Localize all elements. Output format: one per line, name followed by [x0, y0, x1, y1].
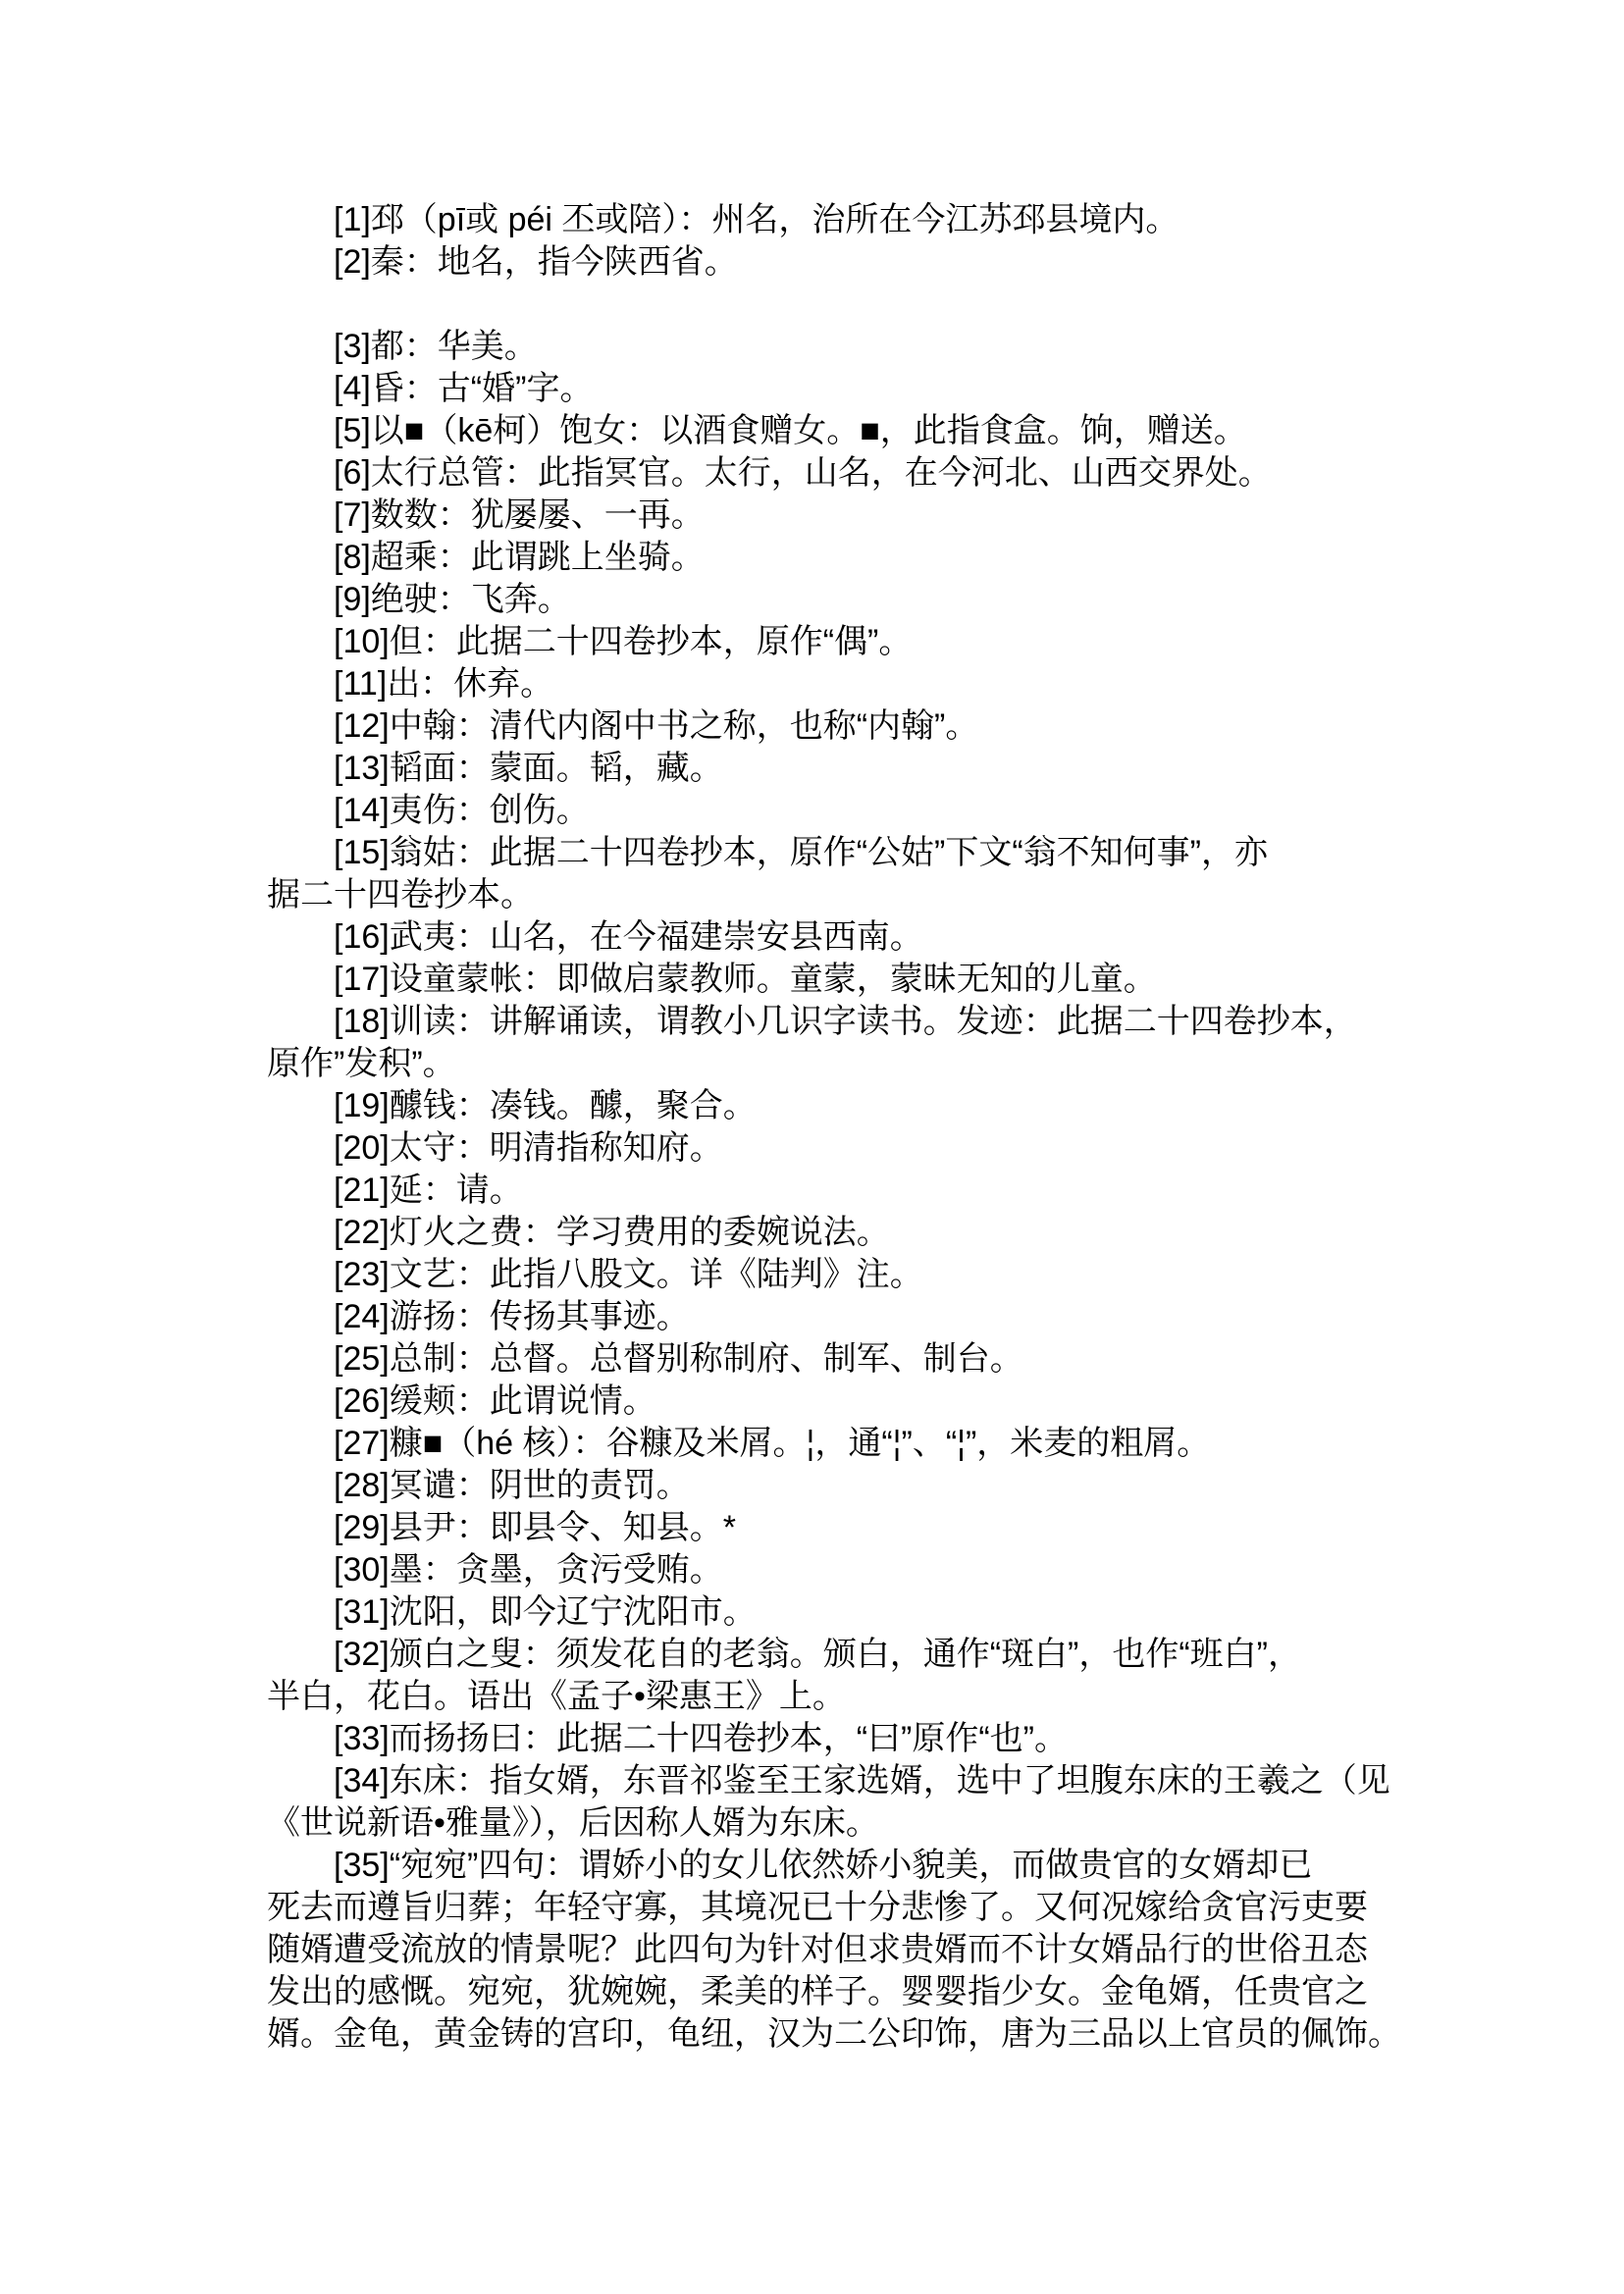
- annotation-line: [3]都：华美。: [334, 328, 538, 365]
- annotation-line: [18]训读：讲解诵读，谓教小几识字读书。发迹：此据二十四卷抄本，: [334, 1003, 1357, 1040]
- annotation-line: [5]以■（kē柯）饱女：以酒食赠女。■，此指食盒。饷，赠送。: [334, 412, 1247, 449]
- annotation-line: [15]翁姑：此据二十四卷抄本，原作“公姑”下文“翁不知何事”，亦: [334, 834, 1268, 871]
- annotation-line: [34]东床：指女婿，东晋祁鉴至王家选婿，选中了坦腹东床的王羲之（见: [334, 1762, 1390, 1799]
- annotation-line: [17]设童蒙帐：即做启蒙教师。童蒙，蒙昧无知的儿童。: [334, 961, 1157, 998]
- annotation-line: [27]糠■（hé 核）：谷糠及米屑。¦，通“¦”、“¦”，米麦的粗屑。: [334, 1425, 1211, 1462]
- annotation-line: 原作”发积”。: [267, 1045, 456, 1082]
- annotation-line: [1]邳（pī或 péi 丕或陪）：州名，治所在今江苏邳县境内。: [334, 201, 1179, 238]
- annotation-line: 婿。金龟，黄金铸的宫印，龟纽，汉为二公印饰，唐为三品以上官员的佩饰。: [267, 2015, 1401, 2053]
- annotation-line: [10]但：此据二十四卷抄本，原作“偶”。: [334, 623, 913, 660]
- annotation-line: 《世说新语•雅量》），后因称人婿为东床。: [267, 1804, 879, 1842]
- blank-line: [267, 284, 1444, 326]
- annotation-line: [19]醵钱：凑钱。醵，聚合。: [334, 1087, 757, 1124]
- annotation-line: [31]沈阳，即今辽宁沈阳市。: [334, 1593, 757, 1631]
- annotation-line: [29]县尹：即县令、知县。*: [334, 1509, 736, 1546]
- annotations-text-block: [267, 199, 1444, 2056]
- annotation-line: 据二十四卷抄本。: [267, 876, 534, 913]
- annotation-line: 死去而遵旨归葬；年轻守寡，其境况已十分悲惨了。又何况嫁给贪官污吏要: [267, 1889, 1368, 1926]
- annotation-line: [23]文艺：此指八股文。详《陆判》注。: [334, 1256, 923, 1293]
- annotation-line: [30]墨：贪墨，贪污受贿。: [334, 1551, 723, 1589]
- annotation-line: 发出的感慨。宛宛，犹婉婉，柔美的样子。婴婴指少女。金龟婿，任贵官之: [267, 1973, 1368, 2010]
- annotation-line: [16]武夷：山名，在今福建崇安县西南。: [334, 918, 923, 956]
- annotation-line: [22]灯火之费：学习费用的委婉说法。: [334, 1214, 890, 1251]
- annotation-line: [13]韬面：蒙面。韬，藏。: [334, 750, 723, 787]
- annotation-line: [11]出：休弃。: [334, 665, 554, 703]
- annotation-line: [8]超乘：此谓跳上坐骑。: [334, 539, 705, 576]
- annotation-line: 半白，花白。语出《孟子•梁惠王》上。: [267, 1678, 846, 1715]
- annotation-line: [28]冥谴：阴世的责罚。: [334, 1467, 690, 1504]
- annotation-line: [4]昏：古“婚”字。: [334, 370, 594, 407]
- annotation-line: [7]数数：犹屡屡、一再。: [334, 496, 705, 534]
- annotation-line: [32]颁白之叟：须发花自的老翁。颁白，通作“斑白”，也作“班白”，: [334, 1636, 1301, 1673]
- annotation-line: [12]中翰：清代内阁中书之称，也称“内翰”。: [334, 707, 979, 745]
- annotation-line: [20]太守：明清指称知府。: [334, 1129, 723, 1167]
- annotation-line: [21]延：请。: [334, 1172, 523, 1209]
- annotation-line: [6]太行总管：此指冥官。太行，山名，在今河北、山西交界处。: [334, 454, 1272, 492]
- annotation-line: [26]缓颊：此谓说情。: [334, 1382, 656, 1420]
- annotation-line: [25]总制：总督。总督别称制府、制军、制台。: [334, 1340, 1023, 1378]
- annotation-line: [9]绝驶：飞奔。: [334, 581, 571, 618]
- annotation-line: [24]游扬：传扬其事迹。: [334, 1298, 690, 1335]
- annotation-line: [14]夷伤：创伤。: [334, 792, 590, 829]
- annotation-line: [33]而扬扬曰：此据二十四卷抄本，“曰”原作“也”。: [334, 1720, 1068, 1757]
- annotation-line: 随婿遭受流放的情景呢？此四句为针对但求贵婿而不计女婿品行的世俗丑态: [267, 1931, 1368, 1968]
- annotation-line: [35]“宛宛”四句：谓娇小的女儿依然娇小貌美，而做贵官的女婿却已: [334, 1847, 1313, 1884]
- annotation-line: [2]秦：地名，指今陕西省。: [334, 243, 738, 281]
